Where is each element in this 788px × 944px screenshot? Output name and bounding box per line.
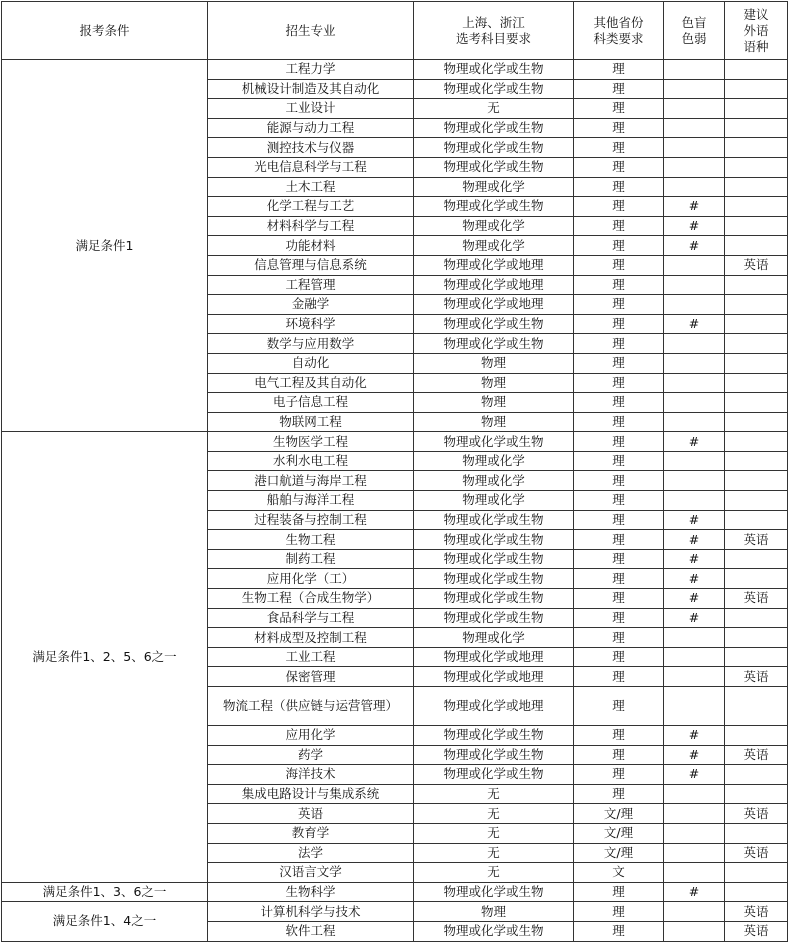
- major-cell: 水利水电工程: [208, 451, 414, 471]
- shanghai-zhejiang-subjects-cell: 物理: [414, 393, 574, 413]
- foreign-language-cell: 英语: [725, 804, 788, 824]
- foreign-language-cell: [725, 432, 788, 452]
- other-provinces-cell: 理: [574, 569, 664, 589]
- major-cell: 信息管理与信息系统: [208, 255, 414, 275]
- color-blindness-cell: [664, 157, 725, 177]
- color-blindness-cell: [664, 902, 725, 922]
- other-provinces-cell: 理: [574, 784, 664, 804]
- foreign-language-cell: 英语: [725, 745, 788, 765]
- other-provinces-cell: 理: [574, 197, 664, 217]
- major-cell: 材料科学与工程: [208, 216, 414, 236]
- foreign-language-cell: [725, 60, 788, 80]
- major-cell: 工程管理: [208, 275, 414, 295]
- major-cell: 金融学: [208, 295, 414, 315]
- other-provinces-cell: 理: [574, 608, 664, 628]
- shanghai-zhejiang-subjects-cell: 物理或化学或生物: [414, 765, 574, 785]
- foreign-language-cell: [725, 138, 788, 158]
- color-blindness-cell: [664, 667, 725, 687]
- foreign-language-cell: [725, 510, 788, 530]
- major-cell: 能源与动力工程: [208, 118, 414, 138]
- color-blindness-cell: #: [664, 510, 725, 530]
- other-provinces-cell: 理: [574, 314, 664, 334]
- shanghai-zhejiang-subjects-cell: 物理或化学或生物: [414, 510, 574, 530]
- foreign-language-cell: 英语: [725, 255, 788, 275]
- color-blindness-cell: [664, 334, 725, 354]
- shanghai-zhejiang-subjects-cell: 无: [414, 823, 574, 843]
- other-provinces-cell: 文/理: [574, 823, 664, 843]
- major-cell: 化学工程与工艺: [208, 197, 414, 217]
- major-cell: 计算机科学与技术: [208, 902, 414, 922]
- color-blindness-cell: #: [664, 549, 725, 569]
- major-cell: 机械设计制造及其自动化: [208, 79, 414, 99]
- other-provinces-cell: 理: [574, 510, 664, 530]
- major-cell: 教育学: [208, 823, 414, 843]
- other-provinces-cell: 理: [574, 334, 664, 354]
- foreign-language-cell: [725, 157, 788, 177]
- shanghai-zhejiang-subjects-cell: 物理或化学或生物: [414, 60, 574, 80]
- shanghai-zhejiang-subjects-cell: 物理: [414, 373, 574, 393]
- table-header-row: [2, 2, 788, 60]
- major-cell: 土木工程: [208, 177, 414, 197]
- color-blindness-cell: [664, 804, 725, 824]
- other-provinces-cell: 理: [574, 530, 664, 550]
- shanghai-zhejiang-subjects-cell: 物理或化学或地理: [414, 295, 574, 315]
- shanghai-zhejiang-subjects-cell: 物理或化学或地理: [414, 275, 574, 295]
- foreign-language-cell: [725, 314, 788, 334]
- color-blindness-cell: [664, 393, 725, 413]
- foreign-language-cell: [725, 765, 788, 785]
- foreign-language-cell: [725, 216, 788, 236]
- other-provinces-cell: 文/理: [574, 804, 664, 824]
- other-provinces-cell: 理: [574, 726, 664, 746]
- other-provinces-cell: 理: [574, 255, 664, 275]
- foreign-language-cell: [725, 784, 788, 804]
- shanghai-zhejiang-subjects-cell: 物理或化学或地理: [414, 667, 574, 687]
- table-row: [2, 882, 788, 902]
- foreign-language-cell: [725, 118, 788, 138]
- shanghai-zhejiang-subjects-cell: 物理: [414, 353, 574, 373]
- color-blindness-cell: [664, 843, 725, 863]
- color-blindness-cell: [664, 255, 725, 275]
- foreign-language-cell: [725, 647, 788, 667]
- color-blindness-cell: [664, 79, 725, 99]
- foreign-language-cell: 英语: [725, 589, 788, 609]
- color-blindness-cell: [664, 471, 725, 491]
- major-cell: 自动化: [208, 353, 414, 373]
- major-cell: 物流工程（供应链与运营管理）: [208, 687, 414, 726]
- other-provinces-cell: 理: [574, 79, 664, 99]
- shanghai-zhejiang-subjects-cell: 无: [414, 784, 574, 804]
- shanghai-zhejiang-subjects-cell: 物理或化学或生物: [414, 138, 574, 158]
- shanghai-zhejiang-subjects-cell: 物理或化学或生物: [414, 197, 574, 217]
- shanghai-zhejiang-subjects-cell: 物理或化学或生物: [414, 530, 574, 550]
- other-provinces-cell: 理: [574, 412, 664, 432]
- major-cell: 过程装备与控制工程: [208, 510, 414, 530]
- foreign-language-cell: [725, 99, 788, 119]
- major-cell: 生物医学工程: [208, 432, 414, 452]
- major-cell: 电气工程及其自动化: [208, 373, 414, 393]
- header-condition: 报考条件: [2, 2, 208, 60]
- other-provinces-cell: 理: [574, 99, 664, 119]
- shanghai-zhejiang-subjects-cell: 物理或化学: [414, 177, 574, 197]
- color-blindness-cell: #: [664, 726, 725, 746]
- foreign-language-cell: [725, 236, 788, 256]
- foreign-language-cell: [725, 687, 788, 726]
- shanghai-zhejiang-subjects-cell: 物理或化学或生物: [414, 549, 574, 569]
- major-cell: 船舶与海洋工程: [208, 491, 414, 511]
- foreign-language-cell: [725, 471, 788, 491]
- admission-requirements-table: [1, 1, 788, 942]
- foreign-language-cell: [725, 373, 788, 393]
- foreign-language-cell: [725, 177, 788, 197]
- foreign-language-cell: [725, 569, 788, 589]
- color-blindness-cell: [664, 451, 725, 471]
- other-provinces-cell: 理: [574, 471, 664, 491]
- foreign-language-cell: 英语: [725, 921, 788, 941]
- other-provinces-cell: 理: [574, 589, 664, 609]
- other-provinces-cell: 理: [574, 295, 664, 315]
- other-provinces-cell: 理: [574, 177, 664, 197]
- shanghai-zhejiang-subjects-cell: 无: [414, 99, 574, 119]
- shanghai-zhejiang-subjects-cell: 物理或化学: [414, 491, 574, 511]
- other-provinces-cell: 理: [574, 432, 664, 452]
- foreign-language-cell: [725, 863, 788, 883]
- major-cell: 海洋技术: [208, 765, 414, 785]
- major-cell: 工业设计: [208, 99, 414, 119]
- foreign-language-cell: 英语: [725, 667, 788, 687]
- color-blindness-cell: #: [664, 765, 725, 785]
- major-cell: 法学: [208, 843, 414, 863]
- other-provinces-cell: 理: [574, 745, 664, 765]
- foreign-language-cell: [725, 334, 788, 354]
- shanghai-zhejiang-subjects-cell: 物理或化学或生物: [414, 726, 574, 746]
- condition-cell: 满足条件1、3、6之一: [2, 882, 208, 902]
- header-color-blindness: 色盲 色弱: [664, 2, 725, 60]
- shanghai-zhejiang-subjects-cell: 物理或化学或生物: [414, 589, 574, 609]
- color-blindness-cell: [664, 784, 725, 804]
- other-provinces-cell: 理: [574, 921, 664, 941]
- foreign-language-cell: [725, 491, 788, 511]
- color-blindness-cell: [664, 863, 725, 883]
- major-cell: 集成电路设计与集成系统: [208, 784, 414, 804]
- color-blindness-cell: [664, 823, 725, 843]
- shanghai-zhejiang-subjects-cell: 物理或化学或生物: [414, 608, 574, 628]
- shanghai-zhejiang-subjects-cell: 物理或化学或地理: [414, 647, 574, 667]
- other-provinces-cell: 理: [574, 275, 664, 295]
- color-blindness-cell: [664, 60, 725, 80]
- major-cell: 材料成型及控制工程: [208, 628, 414, 648]
- color-blindness-cell: #: [664, 236, 725, 256]
- major-cell: 应用化学（工）: [208, 569, 414, 589]
- table-body: [2, 60, 788, 942]
- color-blindness-cell: #: [664, 745, 725, 765]
- color-blindness-cell: #: [664, 197, 725, 217]
- color-blindness-cell: [664, 177, 725, 197]
- other-provinces-cell: 理: [574, 628, 664, 648]
- foreign-language-cell: [725, 353, 788, 373]
- shanghai-zhejiang-subjects-cell: 物理或化学或地理: [414, 687, 574, 726]
- other-provinces-cell: 理: [574, 373, 664, 393]
- major-cell: 软件工程: [208, 921, 414, 941]
- color-blindness-cell: [664, 647, 725, 667]
- other-provinces-cell: 理: [574, 138, 664, 158]
- shanghai-zhejiang-subjects-cell: 物理: [414, 412, 574, 432]
- foreign-language-cell: [725, 726, 788, 746]
- other-provinces-cell: 理: [574, 451, 664, 471]
- color-blindness-cell: #: [664, 589, 725, 609]
- color-blindness-cell: [664, 687, 725, 726]
- foreign-language-cell: [725, 275, 788, 295]
- major-cell: 生物工程: [208, 530, 414, 550]
- color-blindness-cell: [664, 295, 725, 315]
- color-blindness-cell: [664, 118, 725, 138]
- other-provinces-cell: 理: [574, 393, 664, 413]
- color-blindness-cell: #: [664, 432, 725, 452]
- foreign-language-cell: [725, 412, 788, 432]
- shanghai-zhejiang-subjects-cell: 物理或化学或生物: [414, 921, 574, 941]
- shanghai-zhejiang-subjects-cell: 物理或化学或生物: [414, 569, 574, 589]
- color-blindness-cell: [664, 491, 725, 511]
- shanghai-zhejiang-subjects-cell: 物理或化学: [414, 216, 574, 236]
- major-cell: 工业工程: [208, 647, 414, 667]
- color-blindness-cell: #: [664, 530, 725, 550]
- major-cell: 药学: [208, 745, 414, 765]
- major-cell: 应用化学: [208, 726, 414, 746]
- foreign-language-cell: [725, 628, 788, 648]
- shanghai-zhejiang-subjects-cell: 物理或化学或生物: [414, 157, 574, 177]
- major-cell: 功能材料: [208, 236, 414, 256]
- major-cell: 生物工程（合成生物学）: [208, 589, 414, 609]
- condition-cell: 满足条件1、4之一: [2, 902, 208, 941]
- color-blindness-cell: #: [664, 608, 725, 628]
- other-provinces-cell: 理: [574, 216, 664, 236]
- other-provinces-cell: 理: [574, 647, 664, 667]
- shanghai-zhejiang-subjects-cell: 物理或化学: [414, 628, 574, 648]
- major-cell: 制药工程: [208, 549, 414, 569]
- condition-cell: 满足条件1、2、5、6之一: [2, 432, 208, 882]
- color-blindness-cell: [664, 138, 725, 158]
- color-blindness-cell: [664, 373, 725, 393]
- table-row: [2, 902, 788, 922]
- major-cell: 测控技术与仪器: [208, 138, 414, 158]
- foreign-language-cell: [725, 549, 788, 569]
- shanghai-zhejiang-subjects-cell: 物理或化学或生物: [414, 79, 574, 99]
- other-provinces-cell: 理: [574, 882, 664, 902]
- header-shanghai-zhejiang-subjects: 上海、浙江 选考科目要求: [414, 2, 574, 60]
- shanghai-zhejiang-subjects-cell: 物理或化学或生物: [414, 882, 574, 902]
- foreign-language-cell: 英语: [725, 902, 788, 922]
- foreign-language-cell: [725, 608, 788, 628]
- other-provinces-cell: 文/理: [574, 843, 664, 863]
- other-provinces-cell: 理: [574, 765, 664, 785]
- foreign-language-cell: [725, 295, 788, 315]
- color-blindness-cell: #: [664, 314, 725, 334]
- shanghai-zhejiang-subjects-cell: 物理或化学或生物: [414, 745, 574, 765]
- shanghai-zhejiang-subjects-cell: 物理: [414, 902, 574, 922]
- other-provinces-cell: 理: [574, 491, 664, 511]
- foreign-language-cell: [725, 79, 788, 99]
- color-blindness-cell: [664, 628, 725, 648]
- header-foreign-language: 建议 外语 语种: [725, 2, 788, 60]
- color-blindness-cell: #: [664, 569, 725, 589]
- major-cell: 英语: [208, 804, 414, 824]
- major-cell: 环境科学: [208, 314, 414, 334]
- major-cell: 汉语言文学: [208, 863, 414, 883]
- color-blindness-cell: #: [664, 216, 725, 236]
- other-provinces-cell: 理: [574, 549, 664, 569]
- table-row: [2, 432, 788, 452]
- other-provinces-cell: 理: [574, 157, 664, 177]
- other-provinces-cell: 理: [574, 353, 664, 373]
- color-blindness-cell: [664, 353, 725, 373]
- shanghai-zhejiang-subjects-cell: 物理或化学或生物: [414, 314, 574, 334]
- foreign-language-cell: 英语: [725, 530, 788, 550]
- shanghai-zhejiang-subjects-cell: 物理或化学或生物: [414, 118, 574, 138]
- major-cell: 港口航道与海岸工程: [208, 471, 414, 491]
- shanghai-zhejiang-subjects-cell: 物理或化学或地理: [414, 255, 574, 275]
- other-provinces-cell: 理: [574, 687, 664, 726]
- other-provinces-cell: 理: [574, 60, 664, 80]
- condition-cell: 满足条件1: [2, 60, 208, 432]
- color-blindness-cell: [664, 275, 725, 295]
- foreign-language-cell: [725, 823, 788, 843]
- color-blindness-cell: [664, 412, 725, 432]
- other-provinces-cell: 理: [574, 236, 664, 256]
- shanghai-zhejiang-subjects-cell: 无: [414, 843, 574, 863]
- foreign-language-cell: [725, 197, 788, 217]
- other-provinces-cell: 理: [574, 118, 664, 138]
- other-provinces-cell: 理: [574, 667, 664, 687]
- shanghai-zhejiang-subjects-cell: 无: [414, 863, 574, 883]
- major-cell: 物联网工程: [208, 412, 414, 432]
- header-major: 招生专业: [208, 2, 414, 60]
- shanghai-zhejiang-subjects-cell: 物理或化学或生物: [414, 432, 574, 452]
- major-cell: 工程力学: [208, 60, 414, 80]
- other-provinces-cell: 文: [574, 863, 664, 883]
- major-cell: 光电信息科学与工程: [208, 157, 414, 177]
- major-cell: 数学与应用数学: [208, 334, 414, 354]
- color-blindness-cell: [664, 921, 725, 941]
- table-row: [2, 60, 788, 80]
- foreign-language-cell: [725, 882, 788, 902]
- major-cell: 生物科学: [208, 882, 414, 902]
- shanghai-zhejiang-subjects-cell: 物理或化学: [414, 471, 574, 491]
- foreign-language-cell: 英语: [725, 843, 788, 863]
- shanghai-zhejiang-subjects-cell: 物理或化学: [414, 451, 574, 471]
- foreign-language-cell: [725, 451, 788, 471]
- major-cell: 食品科学与工程: [208, 608, 414, 628]
- color-blindness-cell: [664, 99, 725, 119]
- header-other-provinces: 其他省份 科类要求: [574, 2, 664, 60]
- shanghai-zhejiang-subjects-cell: 无: [414, 804, 574, 824]
- shanghai-zhejiang-subjects-cell: 物理或化学或生物: [414, 334, 574, 354]
- other-provinces-cell: 理: [574, 902, 664, 922]
- foreign-language-cell: [725, 393, 788, 413]
- major-cell: 电子信息工程: [208, 393, 414, 413]
- shanghai-zhejiang-subjects-cell: 物理或化学: [414, 236, 574, 256]
- major-cell: 保密管理: [208, 667, 414, 687]
- color-blindness-cell: #: [664, 882, 725, 902]
